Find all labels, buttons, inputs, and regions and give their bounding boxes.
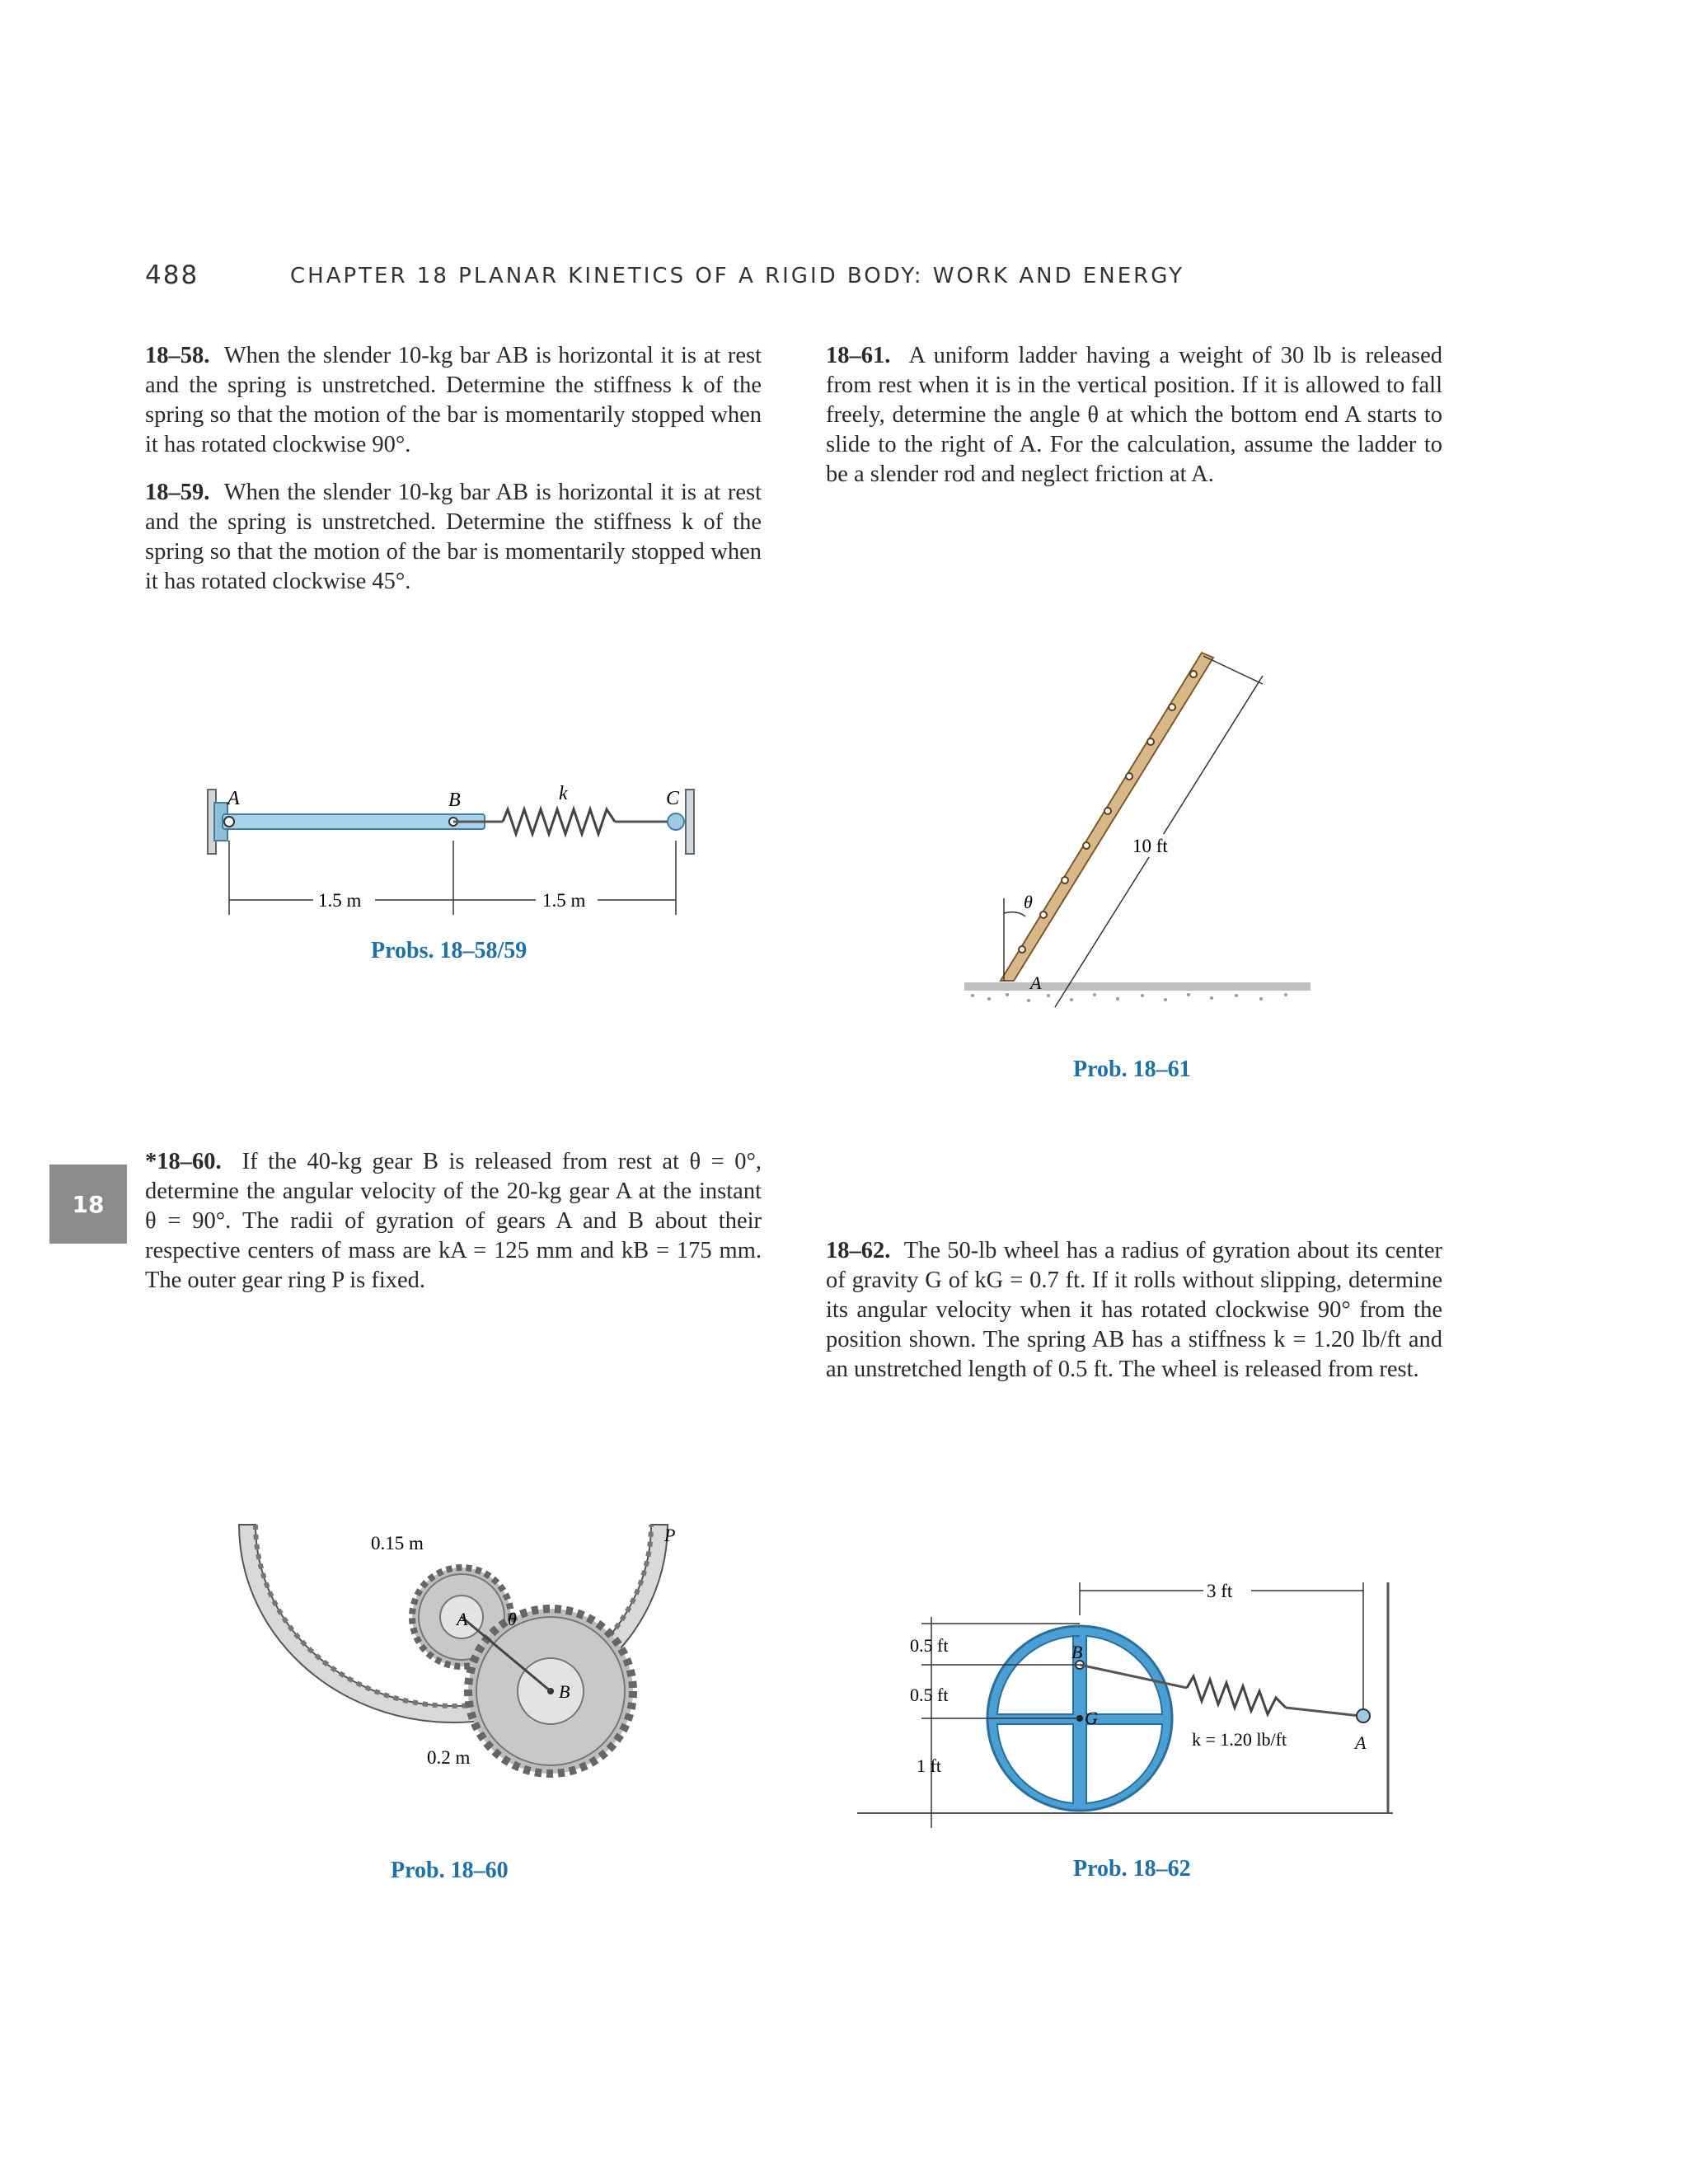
- right-wall: [686, 790, 694, 854]
- chapter-title: CHAPTER 18 PLANAR KINETICS OF A RIGID BODY: WORK AND ENERGY: [290, 264, 1184, 288]
- problem-text: A uniform ladder having a weight of 30 lb is released from rest when it is in the vertical position. If it is allowed to fall freely, determine the angle θ at which the bottom end A starts to slide to the right of A. For the calculation, assume the ladder to be a slender rod and neglect friction at A.: [826, 343, 1442, 487]
- spring-ab: [1187, 1676, 1286, 1714]
- problem-text: When the slender 10-kg bar AB is horizontal it is at rest and the spring is unstretched. Determine the stiffness k of the spring so that the motion of the bar is momentarily stopped when it has rotated clockwise 90°.: [145, 343, 762, 457]
- problem-number: 18–62.: [826, 1238, 891, 1263]
- pin-c: [668, 813, 684, 830]
- problem-text: When the slender 10-kg bar AB is horizontal it is at rest and the spring is unstretched. Determine the stiffness k of the spring so that the motion of the bar is momentarily stopped when it has rotated clockwise 45°.: [145, 480, 762, 594]
- spring-stiffness: k = 1.20 lb/ft: [1192, 1729, 1287, 1750]
- figure-ladder: [956, 651, 1319, 1030]
- dim-left: 1.5 m: [318, 890, 362, 911]
- figure-bar-spring: [190, 775, 717, 940]
- problem-18-59: [145, 478, 762, 597]
- dim-05-upper: 0.5 ft: [910, 1635, 949, 1656]
- problem-18-60: [145, 1147, 762, 1296]
- label-a: A: [1030, 972, 1042, 993]
- bar-ab: [223, 814, 485, 829]
- label-b: B: [559, 1681, 570, 1702]
- label-theta: θ: [508, 1609, 517, 1629]
- dim-015: 0.15 m: [371, 1533, 424, 1554]
- label-theta: θ: [1024, 892, 1033, 912]
- pin-a: [1357, 1709, 1370, 1722]
- pin-a: [224, 817, 234, 827]
- ground: [964, 982, 1311, 991]
- chapter-tab: 18: [49, 1165, 127, 1244]
- problem-number: 18–59.: [145, 480, 210, 505]
- label-p: P: [664, 1525, 676, 1545]
- figure-gears: [214, 1516, 692, 1846]
- problem-number: *18–60.: [145, 1149, 222, 1174]
- caption-18-61: Prob. 18–61: [1073, 1057, 1191, 1082]
- problem-text: The 50-lb wheel has a radius of gyration about its center of gravity G of kG = 0.7 ft. If it rolls without slipping, determine its angular velocity when it has rotated clockwise 90° from the position shown. The spring AB has a stiffness k = 1.20 lb/ft and an unstretched length of 0.5 ft. The wheel is released from rest.: [826, 1238, 1442, 1382]
- dim-02: 0.2 m: [427, 1747, 471, 1768]
- label-a: A: [227, 788, 240, 809]
- label-b: B: [448, 790, 461, 811]
- caption-18-60: Prob. 18–60: [391, 1858, 509, 1883]
- problem-18-62: [826, 1236, 1442, 1385]
- dim-length: 10 ft: [1132, 836, 1168, 856]
- label-b: B: [1071, 1642, 1083, 1662]
- label-a: A: [1355, 1732, 1367, 1753]
- label-g: G: [1085, 1708, 1098, 1728]
- page-number: 488: [145, 260, 199, 290]
- dim-05-lower: 0.5 ft: [910, 1685, 949, 1705]
- dim-1ft: 1 ft: [917, 1755, 941, 1776]
- dim-right: 1.5 m: [542, 890, 586, 911]
- problem-text: If the 40-kg gear B is released from rest at θ = 0°, determine the angular velocity of the 20-kg gear A at the instant θ = 90°. The radii of gyration of gears A and B about their respective centers of mass are kA = 125 mm and kB = 175 mm. The outer gear ring P is fixed.: [145, 1149, 762, 1293]
- dim-3ft: 3 ft: [1207, 1581, 1233, 1601]
- problem-number: 18–58.: [145, 343, 210, 368]
- ladder: [1001, 653, 1213, 981]
- spring-k: [503, 809, 615, 834]
- label-c: C: [666, 788, 680, 809]
- problem-number: 18–61.: [826, 343, 891, 368]
- label-k: k: [559, 783, 568, 804]
- label-a: A: [457, 1609, 468, 1629]
- problem-18-61: [826, 341, 1442, 490]
- caption-18-58-59: Probs. 18–58/59: [371, 938, 528, 963]
- problem-18-58: [145, 341, 762, 460]
- caption-18-62: Prob. 18–62: [1073, 1856, 1191, 1882]
- figure-wheel: [857, 1566, 1401, 1846]
